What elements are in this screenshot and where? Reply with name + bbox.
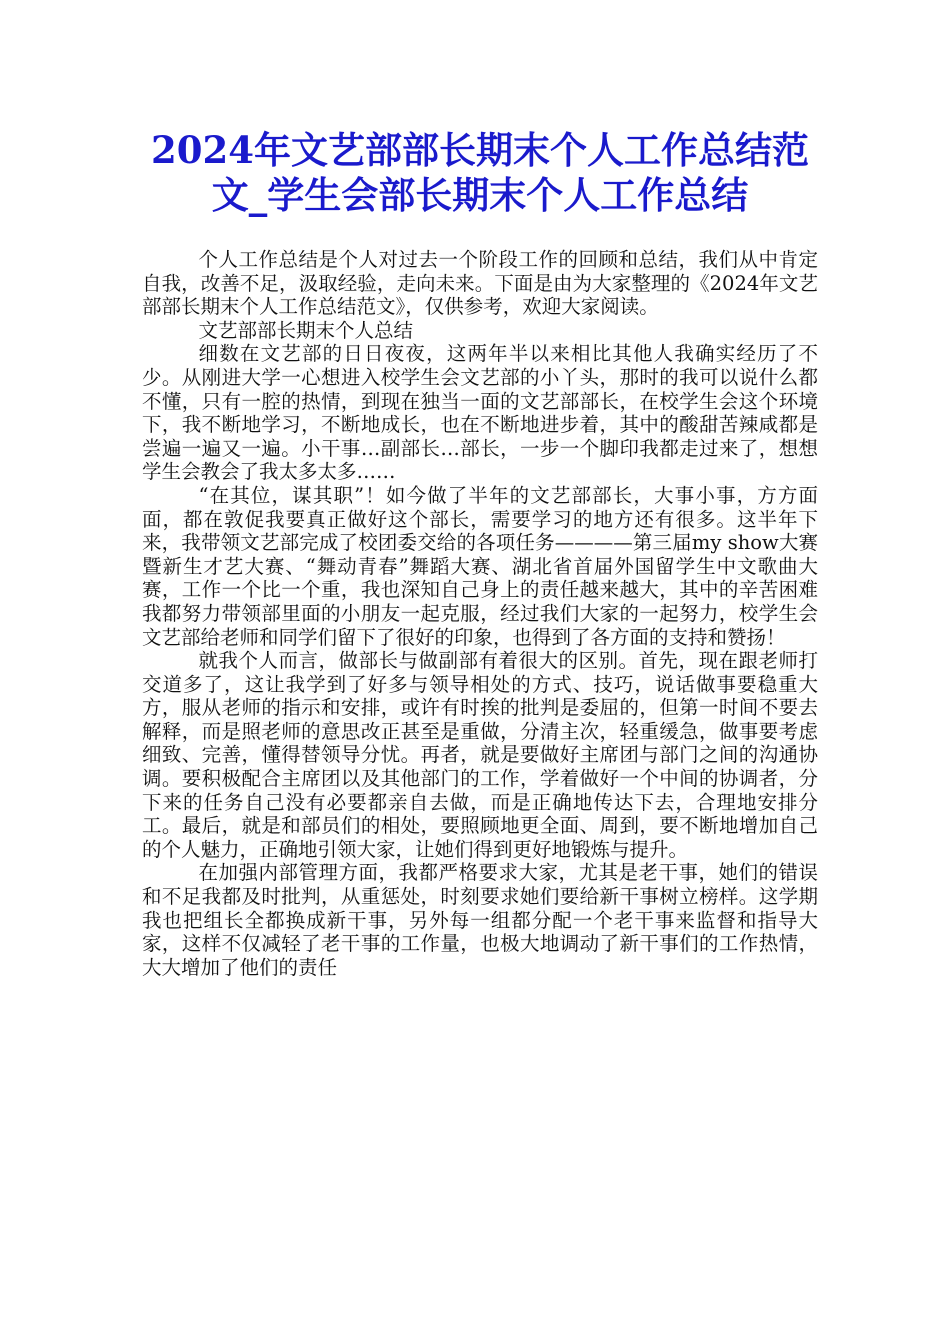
document-title: 2024年文艺部部长期末个人工作总结范文_学生会部长期末个人工作总结 xyxy=(151,128,809,217)
document-body xyxy=(142,248,818,979)
paragraph-management: 在加强内部管理方面，我都严格要求大家，尤其是老干事，她们的错误和不足我都及时批判，从重惩处，时刻要求她们要给新干事树立榜样。这学期我也把组长全都换成新干事，另外每一组都分配一个老干事来监督和指导大家，这样不仅减轻了老干事的工作量，也极大地调动了新干事们的工作热情，大大增加了他们的责任 xyxy=(142,861,818,979)
paragraph-responsibility: “在其位，谋其职”！如今做了半年的文艺部部长，大事小事，方方面面，都在敦促我要真正做好这个部长，需要学习的地方还有很多。这半年下来，我带领文艺部完成了校团委交给的各项任务————第三届my show大赛暨新生才艺大赛、“舞动青春”舞蹈大赛、湖北省首届外国留学生中文歌曲大赛，工作一个比一个重，我也深知自己身上的责任越来越大，其中的辛苦困难我都努力带领部里面的小朋友一起克服，经过我们大家的一起努力，校学生会文艺部给老师和同学们留下了很好的印象，也得到了各方面的支持和赞扬！ xyxy=(142,483,818,649)
section-heading: 文艺部部长期末个人总结 xyxy=(198,318,414,342)
paragraph-intro: 个人工作总结是个人对过去一个阶段工作的回顾和总结，我们从中肯定自我，改善不足，汲取经验，走向未来。下面是由为大家整理的《2024年文艺部部长期末个人工作总结范文》，仅供参考，欢迎大家阅读。 xyxy=(142,248,818,319)
paragraph-personal: 就我个人而言，做部长与做副部有着很大的区别。首先，现在跟老师打交道多了，这让我学到了好多与领导相处的方式、技巧，说话做事要稳重大方，服从老师的指示和安排，或许有时挨的批判是委屈的，但第一时间不要去解释，而是照老师的意思改正甚至是重做，分清主次，轻重缓急，做事要考虑细致、完善，懂得替领导分忧。再者，就是要做好主席团与部门之间的沟通协调。要积极配合主席团以及其他部门的工作，学着做好一个中间的协调者，分下来的任务自己没有必要都亲自去做，而是正确地传达下去，合理地安排分工。最后，就是和部员们的相处，要照顾地更全面、周到，要不断地增加自己的个人魅力，正确地引领大家，让她们得到更好地锻炼与提升。 xyxy=(142,649,818,861)
paragraph-experience: 细数在文艺部的日日夜夜，这两年半以来相比其他人我确实经历了不少。从刚进大学一心想进入校学生会文艺部的小丫头，那时的我可以说什么都不懂，只有一腔的热情，到现在独当一面的文艺部部长，在校学生会这个环境下，我不断地学习，不断地成长，也在不断地进步着，其中的酸甜苦辣咸都是尝遍一遍又一遍。小干事…副部长…部长，一步一个脚印我都走过来了，想想学生会教会了我太多太多…… xyxy=(142,342,818,484)
document-page xyxy=(142,128,818,979)
